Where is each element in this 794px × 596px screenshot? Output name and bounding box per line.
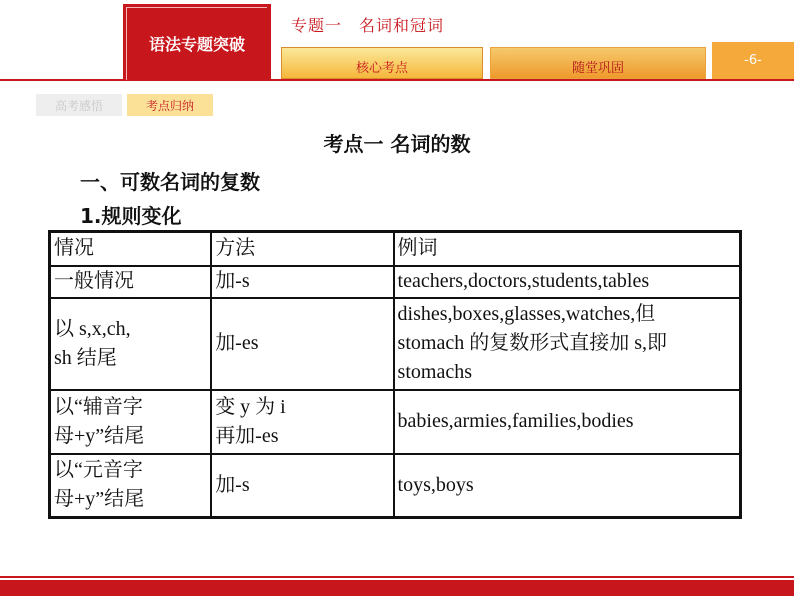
tab-label: 随堂巩固: [571, 61, 624, 76]
table-row: [50, 454, 741, 518]
table-row: [50, 266, 741, 298]
footer-divider: [0, 576, 794, 578]
table-row: [50, 390, 741, 454]
tab-label: 核心考点: [355, 61, 408, 76]
plural-rules-table: [48, 230, 742, 519]
table-cell: 以“辅音字 母+y”结尾: [50, 390, 212, 454]
table-cell: 加-es: [211, 298, 393, 390]
table-cell: 加-s: [211, 266, 393, 298]
table-cell: toys,boys: [394, 454, 741, 518]
table-cell: 以“元音字 母+y”结尾: [50, 454, 212, 518]
tab-core-points[interactable]: [281, 47, 483, 79]
table-cell: 以 s,x,ch, sh 结尾: [50, 298, 212, 390]
header-cell: 情况: [50, 232, 212, 266]
page-number: -6-: [712, 42, 794, 79]
table-cell: 一般情况: [50, 266, 212, 298]
table-cell: teachers,doctors,students,tables: [394, 266, 741, 298]
badge-label: 语法专题突破: [148, 35, 245, 54]
subtab-exam-insight[interactable]: 高考感悟: [36, 94, 122, 116]
subtab-summary[interactable]: 考点归纳: [127, 94, 213, 116]
heading-regular-change: 1.规则变化: [80, 204, 182, 228]
table-cell: 变 y 为 i 再加-es: [211, 390, 393, 454]
footer-bar: [0, 580, 794, 596]
heading-countable-plural: 一、可数名词的复数: [80, 170, 260, 194]
header-cell: 例词: [394, 232, 741, 266]
table-cell: 加-s: [211, 454, 393, 518]
table-header-row: [50, 232, 741, 266]
section-title: 考点一 名词的数: [323, 132, 471, 156]
page-title: 专题一 名词和冠词: [291, 16, 445, 35]
course-badge: [123, 4, 271, 81]
table-cell: babies,armies,families,bodies: [394, 390, 741, 454]
table-cell: dishes,boxes,glasses,watches,但 stomach 的复数形式直接加 s,即 stomachs: [394, 298, 741, 390]
table-row: [50, 298, 741, 390]
header-cell: 方法: [211, 232, 393, 266]
header-divider: [0, 79, 794, 81]
tab-practice[interactable]: [490, 47, 706, 79]
